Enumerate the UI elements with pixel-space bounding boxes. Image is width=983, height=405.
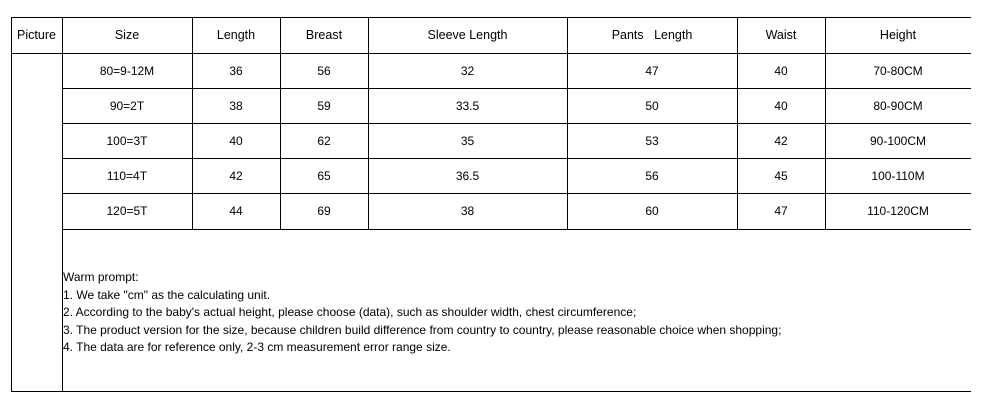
table-cell: 80=9-12M [99, 63, 155, 78]
warm-prompt-title: Warm prompt: [63, 270, 139, 284]
table-cell: 44 [229, 204, 243, 218]
table-cell: 100-110M [871, 168, 925, 183]
table-cell: 50 [645, 98, 659, 113]
table-cell: 56 [317, 63, 331, 78]
column-header: Size [114, 28, 140, 42]
table-cell: 53 [645, 133, 659, 148]
table-cell: 80-90CM [873, 98, 923, 113]
table-cell: 47 [645, 63, 659, 78]
table-cell: 69 [317, 204, 331, 218]
picture-header: Picture [17, 28, 56, 42]
table-cell: 45 [774, 168, 788, 183]
table-cell: 36 [229, 63, 243, 78]
table-cell: 70-80CM [873, 63, 923, 78]
note-line-3: 3. The product version for the size, because children build difference from country to country, please reasonable choice when shopping; [63, 322, 782, 337]
column-header: Breast [305, 28, 343, 42]
column-header: Waist [765, 28, 797, 42]
table-cell: 47 [774, 204, 788, 218]
table-cell: 110-120CM [867, 204, 929, 218]
table-cell: 32 [460, 63, 475, 78]
table-cell: 90-100CM [869, 133, 927, 148]
table-cell: 100=3T [106, 133, 148, 148]
column-header: Sleeve Length [427, 28, 508, 42]
table-cell: 120=5T [106, 204, 148, 218]
table-border-bottom [11, 391, 971, 392]
column-header: Pants Length [611, 28, 693, 42]
column-header: Height [879, 28, 917, 42]
row-divider [62, 229, 971, 230]
table-cell: 90=2T [109, 98, 145, 113]
table-cell: 60 [645, 204, 659, 218]
column-header: Length [216, 28, 256, 42]
table-cell: 42 [774, 133, 788, 148]
note-line-1: 1. We take "cm" as the calculating unit. [63, 287, 271, 302]
table-cell: 38 [460, 204, 475, 218]
table-cell: 42 [229, 168, 243, 183]
table-cell: 40 [774, 98, 788, 113]
table-cell: 40 [229, 133, 243, 148]
table-cell: 35 [460, 133, 475, 148]
table-cell: 62 [317, 133, 331, 148]
size-chart [11, 17, 971, 391]
table-cell: 38 [229, 98, 243, 113]
table-cell: 110=4T [106, 168, 148, 183]
table-cell: 36.5 [455, 168, 480, 183]
note-line-4: 4. The data are for reference only, 2-3 cm measurement error range size. [63, 340, 451, 354]
table-cell: 33.5 [455, 98, 480, 113]
table-cell: 56 [645, 168, 659, 183]
table-cell: 40 [774, 63, 788, 78]
table-border-left [11, 17, 12, 391]
table-cell: 65 [317, 168, 331, 183]
warm-prompt-notes [63, 269, 781, 357]
note-line-2: 2. According to the baby's actual height, please choose (data), such as shoulder width, chest circumference; [63, 305, 637, 319]
table-cell: 59 [317, 98, 331, 113]
